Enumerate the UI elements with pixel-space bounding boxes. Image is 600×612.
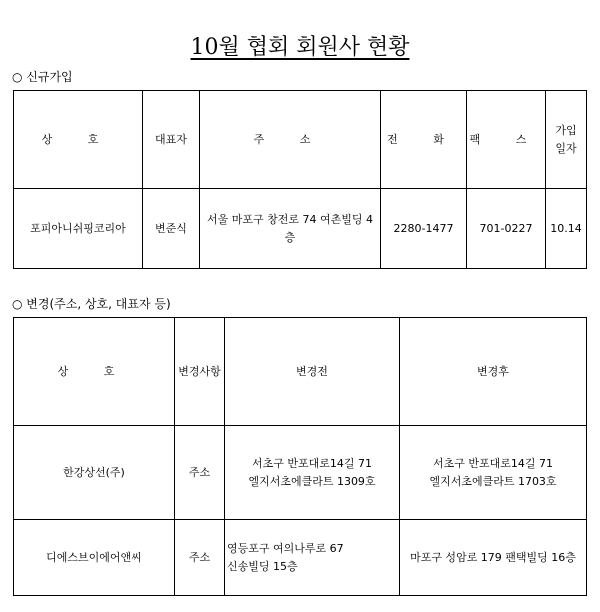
header-representative: 대표자 bbox=[143, 91, 200, 189]
after-line-2: 엘지서초에클라트 1703호 bbox=[429, 474, 557, 488]
cell-name: 한강상선(주) bbox=[14, 426, 175, 520]
after-line-1: 마포구 성암로 179 팬택빌딩 16층 bbox=[410, 550, 576, 564]
header-name: 상 호 bbox=[14, 318, 175, 426]
cell-change-item: 주소 bbox=[175, 426, 225, 520]
header-join-date: 가입일자 bbox=[546, 91, 587, 189]
cell-name: 디에스브이에어앤씨 bbox=[14, 520, 175, 596]
cell-representative: 변준식 bbox=[143, 189, 200, 269]
before-line-2: 신송빌딩 15층 bbox=[227, 559, 298, 573]
cell-phone: 2280-1477 bbox=[381, 189, 467, 269]
changes-table bbox=[13, 317, 587, 596]
header-change-item: 변경사항 bbox=[175, 318, 225, 426]
before-line-1: 영등포구 여의나루로 67 bbox=[227, 541, 344, 555]
before-line-1: 서초구 반포대로14길 71 bbox=[252, 456, 372, 470]
table-row bbox=[14, 520, 587, 596]
page-title: 10월 협회 회원사 현황 bbox=[190, 35, 410, 60]
changes-heading: ○ 변경(주소, 상호, 대표자 등) bbox=[12, 297, 171, 311]
cell-before bbox=[225, 426, 400, 520]
header-phone: 전 화 bbox=[381, 91, 467, 189]
cell-fax: 701-0227 bbox=[467, 189, 546, 269]
header-after: 변경후 bbox=[400, 318, 587, 426]
table-header-row bbox=[14, 91, 587, 189]
cell-join-date: 10.14 bbox=[546, 189, 587, 269]
cell-after bbox=[400, 520, 587, 596]
after-line-1: 서초구 반포대로14길 71 bbox=[433, 456, 553, 470]
table-header-row bbox=[14, 318, 587, 426]
header-address: 주 소 bbox=[200, 91, 381, 189]
new-members-table bbox=[13, 90, 587, 269]
cell-before bbox=[225, 520, 400, 596]
table-row bbox=[14, 426, 587, 520]
cell-address: 서울 마포구 창전로 74 여촌빌딩 4층 bbox=[200, 189, 381, 269]
header-before: 변경전 bbox=[225, 318, 400, 426]
cell-name: 포피아니쉬핑코리아 bbox=[14, 189, 143, 269]
before-line-2: 엘지서초에클라트 1309호 bbox=[248, 474, 376, 488]
cell-change-item: 주소 bbox=[175, 520, 225, 596]
cell-after bbox=[400, 426, 587, 520]
header-name: 상 호 bbox=[14, 91, 143, 189]
new-members-heading: ○ 신규가입 bbox=[12, 70, 73, 84]
header-fax: 팩 스 bbox=[467, 91, 546, 189]
table-row bbox=[14, 189, 587, 269]
